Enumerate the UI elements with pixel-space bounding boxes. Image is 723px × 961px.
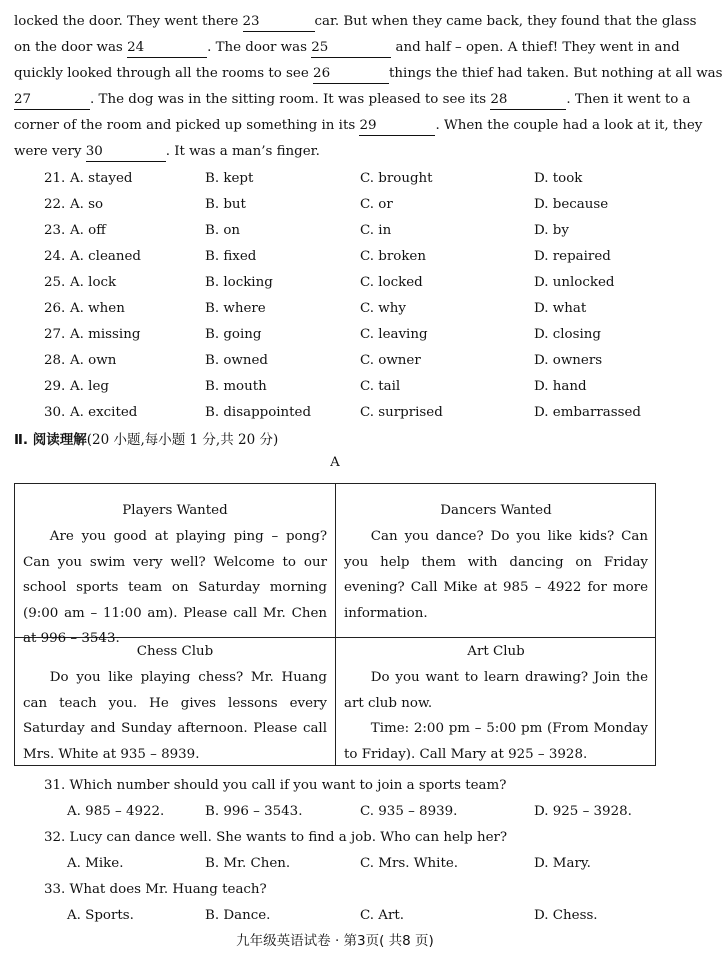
option-b[interactable]: B. Mr. Chen. [205,856,291,871]
option-c[interactable]: C. surprised [360,405,443,420]
ad-body: Are you good at playing ping – pong? Can you swim very well? Welcome to our school sports team on Saturday morning (9:00 am – 11:00 am). Please call Mr. Chen at 996 – 3543. [23,529,327,646]
question-stem: 32. Lucy can dance well. She wants to find a job. Who can help her? [44,830,508,845]
option-b[interactable]: B. mouth [205,379,267,394]
ad-body: Do you want to learn drawing? Join the art club now. [344,670,648,711]
option-b[interactable]: B. but [205,197,246,212]
ad-title: Art Club [467,644,525,659]
option-b[interactable]: B. where [205,301,266,316]
option-d[interactable]: D. repaired [534,249,611,264]
option-b[interactable]: B. owned [205,353,268,368]
question-stem: 31. Which number should you call if you want to join a sports team? [44,778,507,793]
question-stem: 33. What does Mr. Huang teach? [44,882,267,897]
option-d[interactable]: D. hand [534,379,587,394]
option-d[interactable]: D. by [534,223,569,238]
blank-23: 23 [243,13,315,32]
option-d[interactable]: D. because [534,197,609,212]
option-a[interactable]: A. own [70,353,117,368]
section-note: (20 小题,每小题 1 分,共 20 分) [86,432,279,448]
option-d[interactable]: D. embarrassed [534,405,641,420]
option-b[interactable]: B. fixed [205,249,257,264]
option-row: 29. A. leg B. mouth C. tail D. hand [14,374,660,400]
option-b[interactable]: B. 996 – 3543. [205,804,303,819]
ad-title: Dancers Wanted [440,503,552,518]
blank-24: 24 [127,39,207,58]
option-c[interactable]: C. Art. [360,908,404,923]
ad-dancers-wanted [336,498,656,626]
option-c[interactable]: C. or [360,197,393,212]
blank-29: 29 [359,117,435,136]
ads-table [14,483,656,766]
option-row: 23. A. off B. on C. in D. by [14,218,660,244]
option-a[interactable]: A. 985 – 4922. [67,804,165,819]
passage-line: locked the door. They went there 23 car. But when they came back, they found that the glass [14,9,660,35]
option-c[interactable]: C. Mrs. White. [360,856,459,871]
option-d[interactable]: D. Mary. [534,856,591,871]
option-c[interactable]: C. 935 – 8939. [360,804,458,819]
passage-line: corner of the room and picked up something in its 29 . When the couple had a look at it, they [14,113,660,139]
option-b[interactable]: B. locking [205,275,273,290]
option-d[interactable]: D. 925 – 3928. [534,804,632,819]
option-a[interactable]: A. lock [70,275,117,290]
passage-line: quickly looked through all the rooms to see 26 things the thief had taken. But nothing at all was [14,61,660,87]
ad-players-wanted [15,498,335,652]
blank-28: 28 [490,91,566,110]
option-c[interactable]: C. in [360,223,392,238]
option-d[interactable]: D. Chess. [534,908,598,923]
option-c[interactable]: C. tail [360,379,401,394]
page-footer: 九年级英语试卷 · 第3页( 共8 页) [236,933,434,949]
option-row: 21. A. stayed B. kept C. brought D. took [14,166,660,192]
blank-27: 27 [14,91,90,110]
passage-line: were very 30 . It was a man’s finger. [14,139,660,165]
cloze-passage [14,9,723,165]
option-a[interactable]: A. stayed [70,171,133,186]
option-a[interactable]: A. cleaned [70,249,141,264]
section-heading [14,428,278,452]
option-b[interactable]: B. Dance. [205,908,271,923]
option-c[interactable]: C. locked [360,275,423,290]
option-b[interactable]: B. going [205,327,262,342]
option-a[interactable]: A. when [70,301,125,316]
option-a[interactable]: A. leg [70,379,109,394]
ad-art-club [336,639,656,767]
option-a[interactable]: A. excited [70,405,138,420]
option-row: 26. A. when B. where C. why D. what [14,296,660,322]
option-a[interactable]: A. so [70,197,104,212]
option-row: 30. A. excited B. disappointed C. surprised D. embarrassed [14,400,660,426]
option-b[interactable]: B. kept [205,171,254,186]
passage-line: on the door was 24 . The door was 25 and half – open. A thief! They went in and [14,35,660,61]
ad-title: Players Wanted [122,503,228,518]
ad-body: Can you dance? Do you like kids? Can you help them with dancing on Friday evening? Call Mike at 985 – 4922 for more information. [344,529,648,621]
option-a[interactable]: A. missing [70,327,141,342]
option-row: 22. A. so B. but C. or D. because [14,192,660,218]
option-row: 27. A. missing B. going C. leaving D. closing [14,322,660,348]
blank-26: 26 [313,65,389,84]
blank-25: 25 [311,39,391,58]
passage-line: 27 . The dog was in the sitting room. It was pleased to see its 28 . Then it went to a [14,87,660,113]
option-c[interactable]: C. broken [360,249,426,264]
option-c[interactable]: C. why [360,301,406,316]
passage-letter: A [330,455,340,470]
section-title: Ⅱ. 阅读理解 [14,432,87,448]
option-c[interactable]: C. leaving [360,327,428,342]
option-a[interactable]: A. Mike. [67,856,124,871]
option-d[interactable]: D. unlocked [534,275,615,290]
option-b[interactable]: B. disappointed [205,405,312,420]
option-c[interactable]: C. brought [360,171,433,186]
ad-body: Do you like playing chess? Mr. Huang can teach you. He gives lessons every Saturday and Sunday afternoon. Please call Mrs. White at 935 – 8939. [23,670,327,762]
ad-chess-club [15,639,335,767]
option-d[interactable]: D. took [534,171,583,186]
option-b[interactable]: B. on [205,223,241,238]
blank-30: 30 [86,143,166,162]
option-d[interactable]: D. what [534,301,587,316]
option-d[interactable]: D. owners [534,353,603,368]
option-row: 25. A. lock B. locking C. locked D. unlocked [14,270,660,296]
option-d[interactable]: D. closing [534,327,601,342]
ad-title: Chess Club [136,644,214,659]
option-row: 24. A. cleaned B. fixed C. broken D. repaired [14,244,660,270]
ad-body-time: Time: 2:00 pm – 5:00 pm (From Monday to Friday). Call Mary at 925 – 3928. [344,721,648,762]
option-row: 28. A. own B. owned C. owner D. owners [14,348,660,374]
option-c[interactable]: C. owner [360,353,421,368]
option-a[interactable]: A. Sports. [67,908,134,923]
option-a[interactable]: A. off [70,223,106,238]
